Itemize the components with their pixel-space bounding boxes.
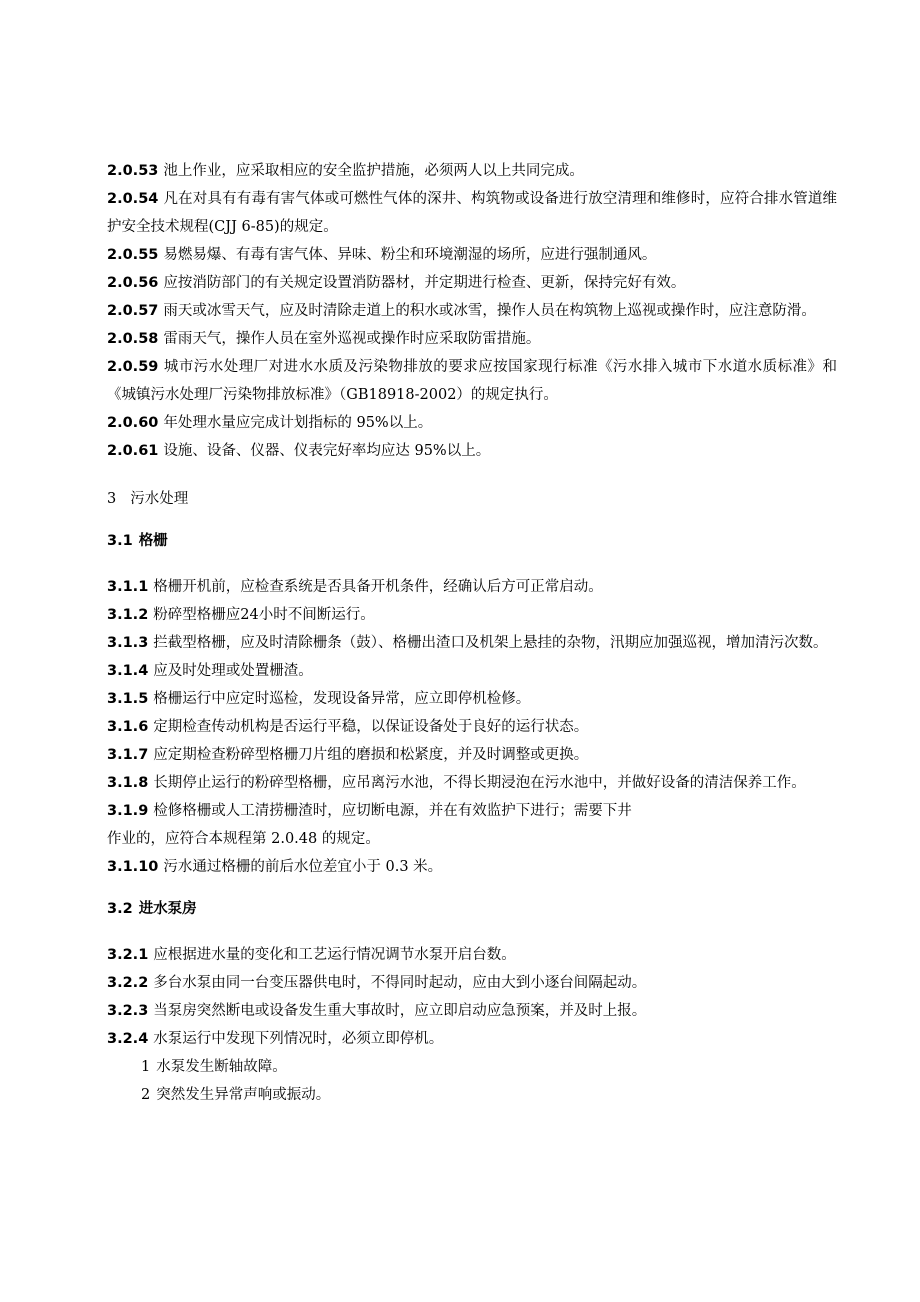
clause-text: 设施、设备、仪器、仪表完好率均应达 95%以上。: [163, 443, 491, 459]
clause-3-1-5: [107, 685, 837, 713]
clause-3-1-7: [107, 741, 837, 769]
clause-text: 污水通过格栅的前后水位差宜小于 0.3 米。: [163, 859, 443, 875]
clause-text: 长期停止运行的粉碎型格栅，应吊离污水池，不得长期浸泡在污水池中，并做好设备的清洁保养工作。: [153, 775, 806, 791]
clause-text: 格栅运行中应定时巡检，发现设备异常，应立即停机检修。: [153, 691, 531, 707]
clause-3-2-2: [107, 969, 837, 997]
clause-text: 水泵运行中发现下列情况时，必须立即停机。: [153, 1031, 444, 1047]
clause-text: 凡在对具有有毒有害气体或可燃性气体的深井、构筑物或设备进行放空清理和维修时，应符合排水管道维护安全技术规程(CJJ 6-85)的规定。: [107, 191, 837, 235]
clause-text: 应根据进水量的变化和工艺运行情况调节水泵开启台数。: [153, 947, 516, 963]
clause-number: 3.1.8: [107, 775, 149, 791]
clause-3-1-2: [107, 601, 837, 629]
clause-number: 3.1.3: [107, 635, 149, 651]
clause-2-0-57: [107, 297, 837, 325]
list-item: [141, 1053, 837, 1081]
clause-number: 3.2.3: [107, 1003, 149, 1019]
clause-text: 雨天或冰雪天气，应及时清除走道上的积水或冰雪，操作人员在构筑物上巡视或操作时，应注意防滑。: [163, 303, 816, 319]
clause-text: 年处理水量应完成计划指标的 95%以上。: [163, 415, 433, 431]
clause-number: 2.0.53: [107, 163, 159, 179]
clause-number: 3.1.10: [107, 859, 159, 875]
clause-number: 3.1.7: [107, 747, 149, 763]
clause-number: 3.1.2: [107, 607, 149, 623]
clause-number: 2.0.55: [107, 247, 159, 263]
clause-2-0-61: [107, 437, 837, 465]
list-item-text: 突然发生异常声响或振动。: [156, 1087, 331, 1103]
clause-number: 2.0.61: [107, 443, 159, 459]
clause-3-1-9: [107, 797, 837, 825]
document-page: [107, 157, 837, 1109]
clause-number: 3.1.4: [107, 663, 149, 679]
clause-2-0-56: [107, 269, 837, 297]
clause-text: 检修格栅或人工清捞栅渣时，应切断电源，并在有效监护下进行；需要下井: [153, 803, 632, 819]
section-title: 进水泵房: [138, 901, 197, 917]
clause-3-1-3: [107, 629, 837, 657]
chapter-number: 3: [107, 491, 117, 507]
clauses-3-1: [107, 573, 837, 881]
clause-text: 多台水泵由同一台变压器供电时，不得同时起动，应由大到小逐台间隔起动。: [153, 975, 647, 991]
clause-2-0-58: [107, 325, 837, 353]
section-title: 格栅: [138, 533, 168, 549]
clause-text: 易燃易爆、有毒有害气体、异味、粉尘和环境潮湿的场所，应进行强制通风。: [163, 247, 657, 263]
clause-3-2-3: [107, 997, 837, 1025]
section-heading-3-2: [107, 895, 837, 923]
clause-2-0-60: [107, 409, 837, 437]
section-number: 3.1: [107, 533, 133, 549]
clause-text: 应及时处理或处置栅渣。: [153, 663, 313, 679]
chapter-heading: [107, 485, 837, 513]
clause-3-1-9-continued: [107, 825, 837, 853]
clause-3-2-4: [107, 1025, 837, 1053]
clause-number: 3.2.4: [107, 1031, 149, 1047]
clause-text: 应按消防部门的有关规定设置消防器材，并定期进行检查、更新，保持完好有效。: [163, 275, 686, 291]
clause-3-1-6: [107, 713, 837, 741]
section-heading-3-1: [107, 527, 837, 555]
list-item-number: 1: [141, 1059, 151, 1075]
clause-number: 3.2.1: [107, 947, 149, 963]
clause-text: 拦截型格栅，应及时清除栅条（鼓）、格栅出渣口及机架上悬挂的杂物，汛期应加强巡视，增加清污次数。: [153, 635, 828, 651]
clause-text: 当泵房突然断电或设备发生重大事故时，应立即启动应急预案，并及时上报。: [153, 1003, 647, 1019]
clause-2-0-53: [107, 157, 837, 185]
chapter-title: 污水处理: [130, 491, 189, 507]
clause-2-0-59: [107, 353, 837, 409]
clause-number: 2.0.54: [107, 191, 159, 207]
clause-text: 定期检查传动机构是否运行平稳，以保证设备处于良好的运行状态。: [153, 719, 589, 735]
clause-text: 作业的，应符合本规程第 2.0.48 的规定。: [107, 831, 380, 847]
clause-text: 应定期检查粉碎型格栅刀片组的磨损和松紧度，并及时调整或更换。: [153, 747, 589, 763]
clause-text: 粉碎型格栅应24小时不间断运行。: [153, 607, 375, 623]
clause-number: 3.1.6: [107, 719, 149, 735]
clause-2-0-55: [107, 241, 837, 269]
clause-3-1-4: [107, 657, 837, 685]
clauses-3-2: [107, 941, 837, 1109]
section-number: 3.2: [107, 901, 133, 917]
list-item-number: 2: [141, 1087, 151, 1103]
list-item: [141, 1081, 837, 1109]
clause-number: 2.0.60: [107, 415, 159, 431]
clause-number: 3.1.5: [107, 691, 149, 707]
clause-number: 3.1.1: [107, 579, 149, 595]
clause-3-1-8: [107, 769, 837, 797]
clause-text: 池上作业，应采取相应的安全监护措施，必须两人以上共同完成。: [163, 163, 584, 179]
clause-number: 3.1.9: [107, 803, 149, 819]
clause-3-1-1: [107, 573, 837, 601]
clause-number: 2.0.58: [107, 331, 159, 347]
clause-text: 城市污水处理厂对进水水质及污染物排放的要求应按国家现行标准《污水排入城市下水道水质标准》和《城镇污水处理厂污染物排放标准》（GB18918-2002）的规定执行。: [107, 359, 837, 403]
clause-number: 2.0.59: [107, 359, 159, 375]
clause-3-2-1: [107, 941, 837, 969]
list-item-text: 水泵发生断轴故障。: [156, 1059, 287, 1075]
clauses-2-0: [107, 157, 837, 465]
clause-text: 雷雨天气，操作人员在室外巡视或操作时应采取防雷措施。: [163, 331, 541, 347]
clause-text: 格栅开机前，应检查系统是否具备开机条件，经确认后方可正常启动。: [153, 579, 603, 595]
clause-2-0-54: [107, 185, 837, 241]
clause-number: 2.0.57: [107, 303, 159, 319]
clause-number: 3.2.2: [107, 975, 149, 991]
clause-3-1-10: [107, 853, 837, 881]
clause-number: 2.0.56: [107, 275, 159, 291]
